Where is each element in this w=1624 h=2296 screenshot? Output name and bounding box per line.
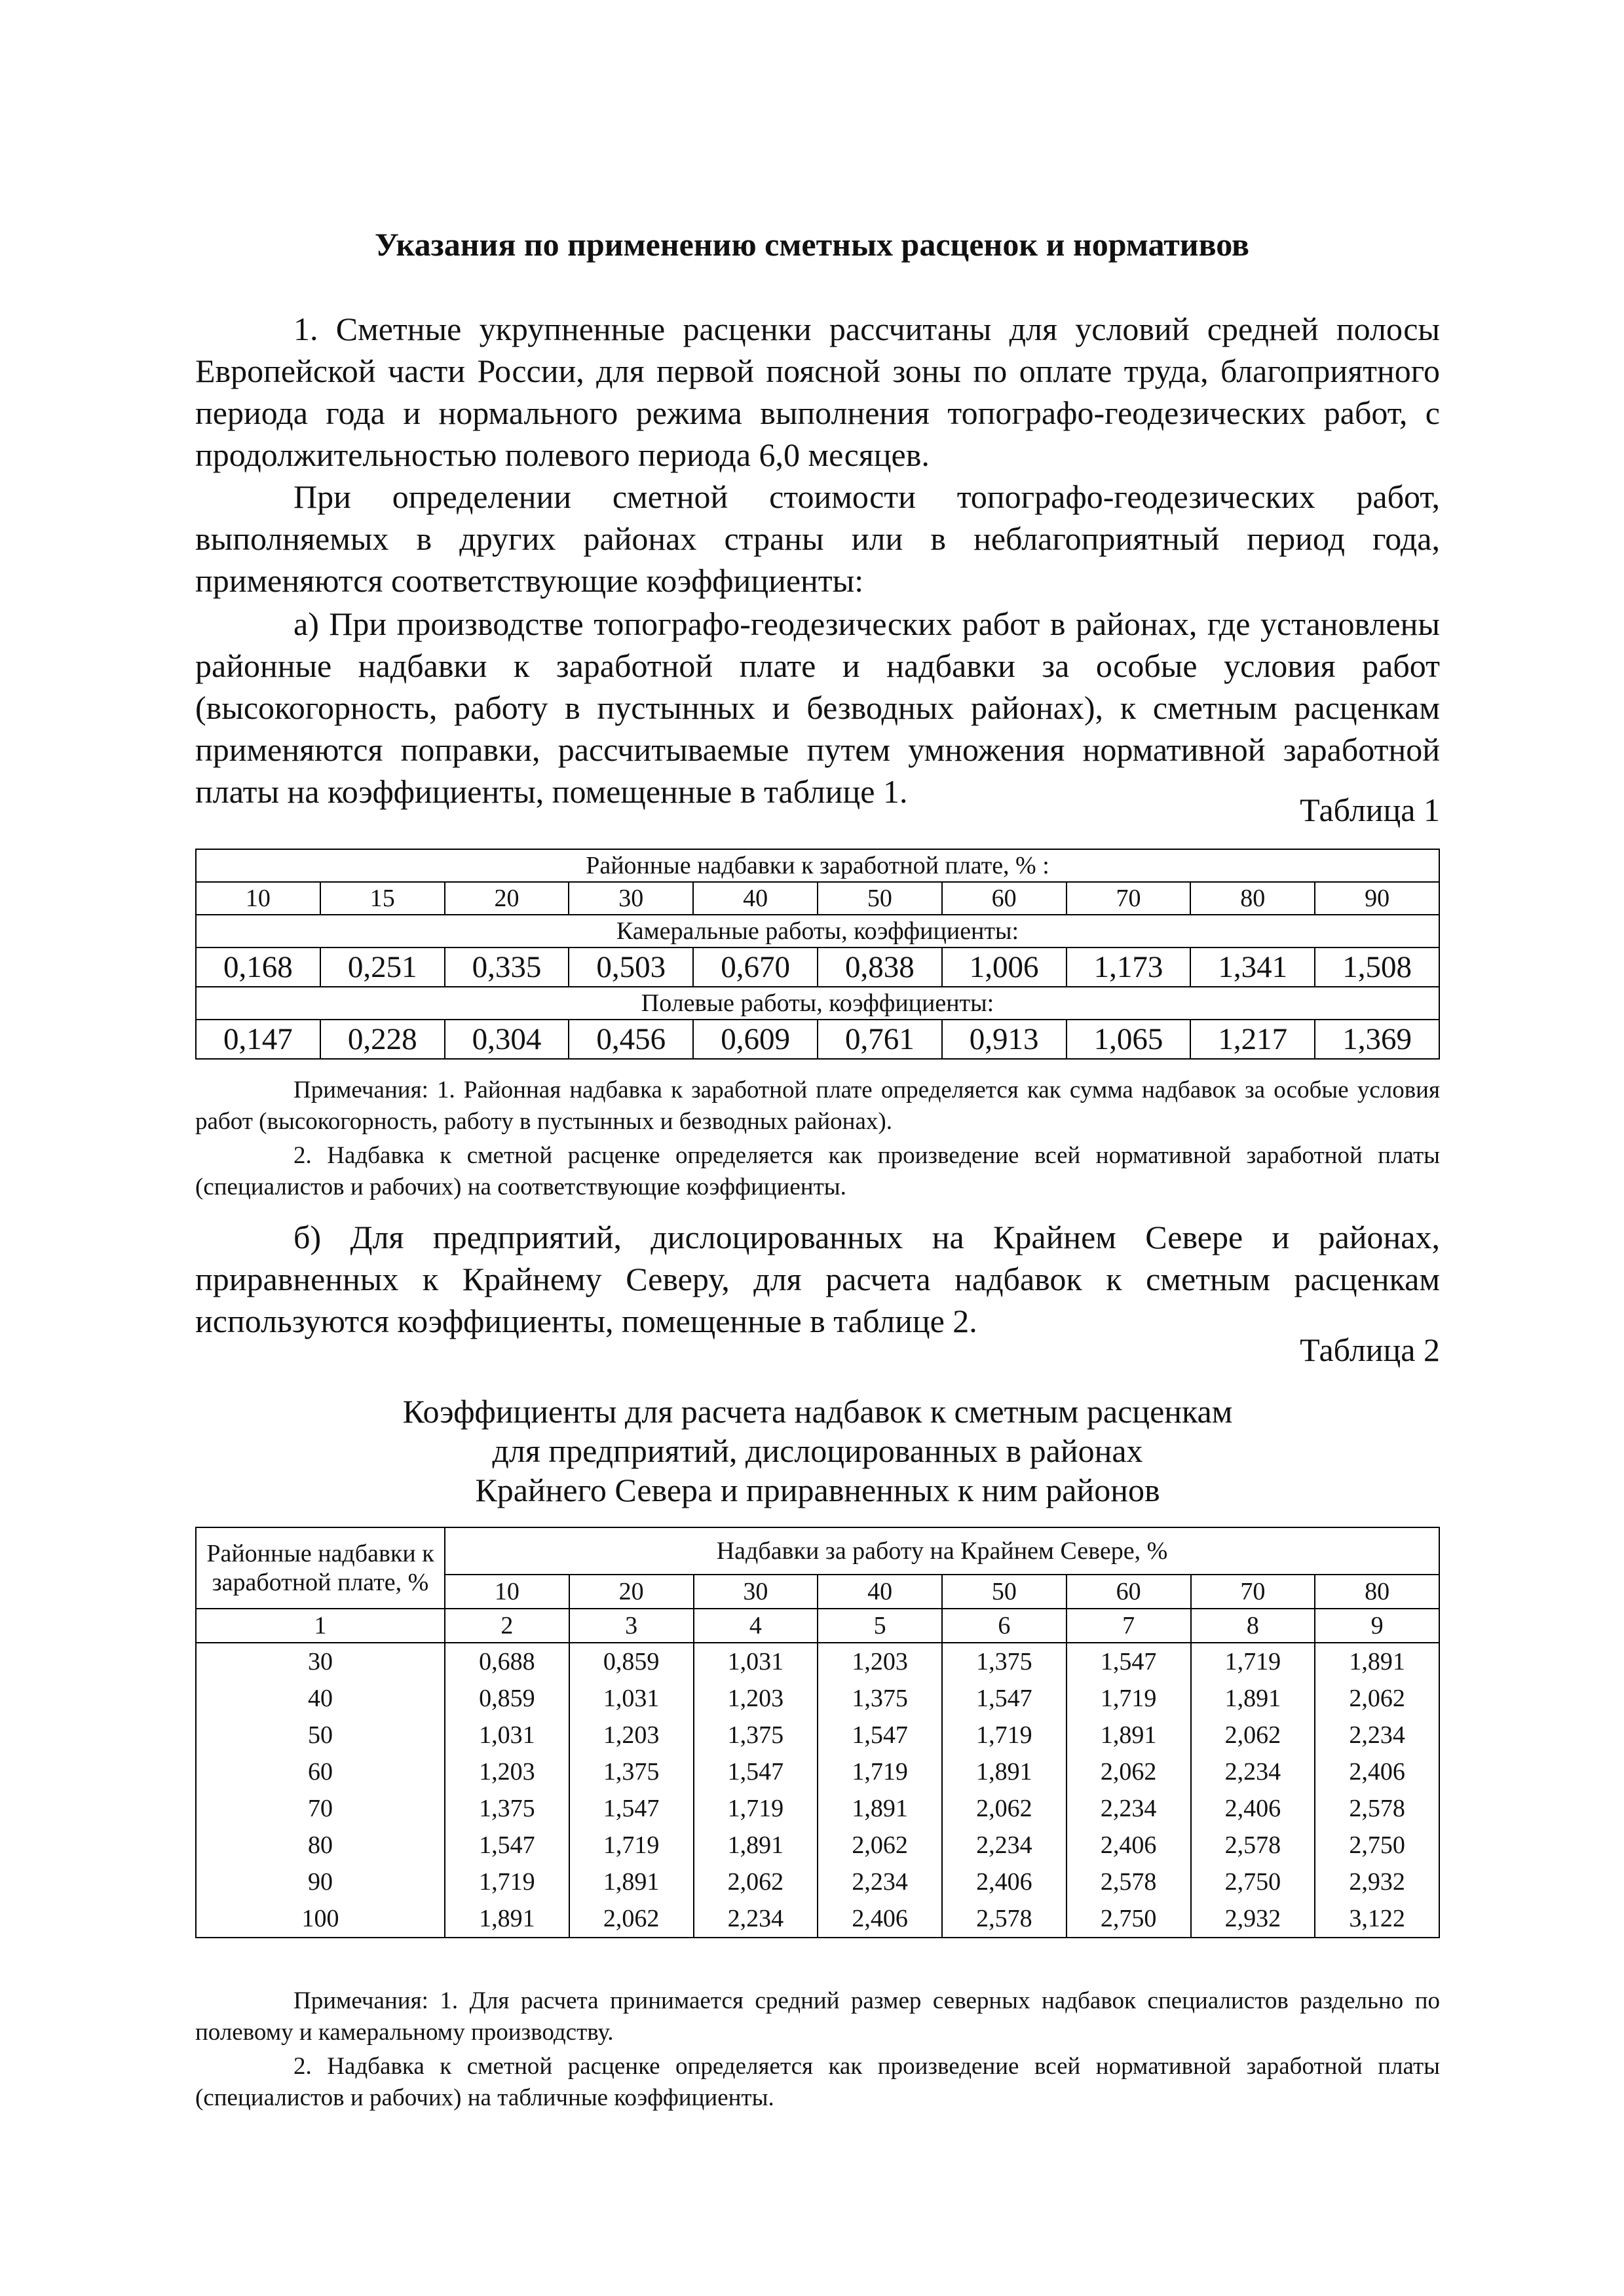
table-row — [196, 1900, 1439, 1938]
table2-value-cell: 1,891 — [569, 1864, 694, 1900]
table2-value-cell: 2,234 — [1191, 1753, 1315, 1790]
table2-row-label-cell: 40 — [196, 1680, 445, 1717]
table2-value-cell: 1,719 — [942, 1717, 1067, 1753]
table1-note-2: 2. Надбавка к сметной расценке определяется как произведение всей нормативной заработной платы (специалистов и рабочих) на соответствующие коэффициенты. — [195, 1142, 1440, 1200]
table2-value-cell: 2,932 — [1315, 1864, 1439, 1900]
table2-value-cell: 1,203 — [818, 1643, 942, 1680]
table2-value-cell: 1,375 — [942, 1643, 1067, 1680]
table2-value-cell: 1,891 — [1315, 1643, 1439, 1680]
table-row — [196, 1717, 1439, 1753]
table2-value-cell: 3,122 — [1315, 1900, 1439, 1938]
table1-field-cell: 0,761 — [818, 1020, 942, 1059]
table1-kameral-cell: 0,251 — [320, 947, 445, 987]
table1-kameral-header: Камеральные работы, коэффициенты: — [196, 915, 1439, 947]
table2-row-label-cell: 60 — [196, 1753, 445, 1790]
table2-column-number-cell: 5 — [818, 1609, 942, 1643]
table2-value-cell: 0,859 — [569, 1643, 694, 1680]
table2-value-cell: 2,578 — [1191, 1827, 1315, 1864]
table1-field-cell: 1,217 — [1190, 1020, 1315, 1059]
table2-value-cell: 1,891 — [942, 1753, 1067, 1790]
table2-value-cell: 1,719 — [445, 1864, 569, 1900]
table2-row-header: Районные надбавки к заработной плате, % — [196, 1527, 445, 1609]
paragraph-a: а) При производстве топографо-геодезических работ в районах, где установлены районные надбавки к заработной плате и надбавки за особые условия работ (высокогорность, работу в пустынных и безводных районах), к сметным расценкам применяются поправки, рассчитываемые путем умножения нормативной заработной платы на коэффициенты, помещенные в таблице 1. — [195, 605, 1440, 810]
table2-value-cell: 2,750 — [1315, 1827, 1439, 1864]
table2-value-cell: 2,406 — [818, 1900, 942, 1938]
table1-field-cell: 0,304 — [445, 1020, 569, 1059]
table2-row-label-cell: 50 — [196, 1717, 445, 1753]
table2-col-group-header: Надбавки за работу на Крайнем Севере, % — [445, 1527, 1439, 1575]
table2-column-number-cell: 9 — [1315, 1609, 1439, 1643]
table2-row-label-cell: 30 — [196, 1643, 445, 1680]
table2-value-cell: 1,891 — [694, 1827, 818, 1864]
table1-percent-cell: 80 — [1190, 882, 1315, 915]
table2-value-cell: 1,031 — [445, 1717, 569, 1753]
table2-row-label-cell: 80 — [196, 1827, 445, 1864]
table2-value-cell: 2,234 — [1315, 1717, 1439, 1753]
table1-percent-cell: 20 — [445, 882, 569, 915]
table2-percent-cell: 50 — [942, 1575, 1067, 1609]
table2-value-cell: 2,062 — [1191, 1717, 1315, 1753]
table1-field-cell: 1,065 — [1067, 1020, 1191, 1059]
table-row — [196, 1753, 1439, 1790]
table2-row-label-cell: 100 — [196, 1900, 445, 1938]
table1-kameral-cell: 1,006 — [942, 947, 1067, 987]
table2-value-cell: 2,578 — [942, 1900, 1067, 1938]
table2-row-label-cell: 70 — [196, 1790, 445, 1827]
table2-value-cell: 1,547 — [569, 1790, 694, 1827]
table-row — [196, 1790, 1439, 1827]
table1-percent-cell: 60 — [942, 882, 1067, 915]
table2-percent-cell: 60 — [1067, 1575, 1191, 1609]
table1-field-cell: 0,609 — [693, 1020, 818, 1059]
table2-value-cell: 2,578 — [1315, 1790, 1439, 1827]
table1-percent-cell: 70 — [1067, 882, 1191, 915]
table2-column-numbers — [196, 1609, 1439, 1643]
table2-note-1: Примечания: 1. Для расчета принимается средний размер северных надбавок специалистов раздельно по полевому и камеральному производству. — [195, 1987, 1440, 2046]
table2-value-cell: 1,375 — [694, 1717, 818, 1753]
table1-percent-cell: 90 — [1315, 882, 1439, 915]
table2-value-cell: 1,375 — [569, 1753, 694, 1790]
table1-kameral-cell: 1,173 — [1067, 947, 1191, 987]
table2-value-cell: 1,719 — [694, 1790, 818, 1827]
table2-value-cell: 1,547 — [694, 1753, 818, 1790]
table2-value-cell: 2,932 — [1191, 1900, 1315, 1938]
table2-value-cell: 1,031 — [694, 1643, 818, 1680]
table2-value-cell: 1,547 — [942, 1680, 1067, 1717]
table2-column-number-cell: 8 — [1191, 1609, 1315, 1643]
table1-kameral-cell: 0,670 — [693, 947, 818, 987]
table2-value-cell: 1,031 — [569, 1680, 694, 1717]
table2-value-cell: 1,375 — [445, 1790, 569, 1827]
table2-value-cell: 2,234 — [942, 1827, 1067, 1864]
table-row — [196, 1827, 1439, 1864]
table2-value-cell: 2,062 — [942, 1790, 1067, 1827]
table2-title-line-2: для предприятий, дислоцированных в районах — [492, 1432, 1143, 1469]
table2-value-cell: 2,062 — [1315, 1680, 1439, 1717]
table2-value-cell: 2,406 — [942, 1864, 1067, 1900]
table1-percent-cell: 10 — [196, 882, 320, 915]
table-2 — [195, 1527, 1440, 1938]
table2-value-cell: 2,062 — [1067, 1753, 1191, 1790]
table2-value-cell: 1,719 — [569, 1827, 694, 1864]
table1-field-cell: 0,147 — [196, 1020, 320, 1059]
table2-value-cell: 1,547 — [818, 1717, 942, 1753]
table1-field-row — [196, 1020, 1439, 1059]
table2-percent-cell: 30 — [694, 1575, 818, 1609]
table2-title-line-3: Крайнего Севера и приравненных к ним районов — [475, 1472, 1160, 1508]
table1-percent-cell: 40 — [693, 882, 818, 915]
table2-percent-cell: 70 — [1191, 1575, 1315, 1609]
table1-kameral-cell: 0,503 — [569, 947, 693, 987]
table2-value-cell: 2,062 — [569, 1900, 694, 1938]
table2-value-cell: 2,750 — [1191, 1864, 1315, 1900]
table2-label: Таблица 2 — [1300, 1331, 1440, 1368]
table2-value-cell: 1,891 — [1067, 1717, 1191, 1753]
table1-percent-row — [196, 882, 1439, 915]
table1-note-1: Примечания: 1. Районная надбавка к заработной плате определяется как сумма надбавок за особые условия работ (высокогорность, работу в пустынных и безводных районах). — [195, 1077, 1440, 1135]
table2-value-cell: 1,891 — [445, 1900, 569, 1938]
table2-value-cell: 1,203 — [569, 1717, 694, 1753]
paragraph-1: 1. Сметные укрупненные расценки рассчитаны для условий средней полосы Европейской части России, для первой поясной зоны по оплате труда, благоприятного периода года и нормального режима выполнения топографо-геодезических работ, с продолжительностью полевого периода 6,0 месяцев. — [195, 311, 1440, 473]
table2-value-cell: 1,719 — [1067, 1680, 1191, 1717]
table2-value-cell: 1,547 — [1067, 1643, 1191, 1680]
table1-kameral-cell: 0,838 — [818, 947, 942, 987]
table2-value-cell: 2,406 — [1067, 1827, 1191, 1864]
table-row — [196, 1643, 1439, 1680]
table2-value-cell: 2,234 — [1067, 1790, 1191, 1827]
paragraph-b: б) Для предприятий, дислоцированных на Крайнем Севере и районах, приравненных к Крайнему Северу, для расчета надбавок к сметным расценкам используются коэффициенты, помещенные в таблице 2. — [195, 1219, 1440, 1339]
table1-percent-cell: 30 — [569, 882, 693, 915]
table2-value-cell: 2,062 — [818, 1827, 942, 1864]
table2-percent-cell: 80 — [1315, 1575, 1439, 1609]
table2-value-cell: 1,203 — [445, 1753, 569, 1790]
table2-value-cell: 2,578 — [1067, 1864, 1191, 1900]
table2-value-cell: 1,891 — [1191, 1680, 1315, 1717]
table2-title-line-1: Коэффициенты для расчета надбавок к сметным расценкам — [402, 1393, 1233, 1430]
table1-percent-cell: 15 — [320, 882, 445, 915]
table2-row-label-cell: 90 — [196, 1864, 445, 1900]
table2-value-cell: 2,062 — [694, 1864, 818, 1900]
table2-value-cell: 2,406 — [1191, 1790, 1315, 1827]
table1-kameral-cell: 0,168 — [196, 947, 320, 987]
table1-kameral-cell: 0,335 — [445, 947, 569, 987]
table2-value-cell: 2,234 — [694, 1900, 818, 1938]
table2-body — [196, 1643, 1439, 1938]
table1-field-cell: 1,369 — [1315, 1020, 1439, 1059]
table2-value-cell: 0,859 — [445, 1680, 569, 1717]
table2-column-number-cell: 6 — [942, 1609, 1067, 1643]
table2-value-cell: 2,234 — [818, 1864, 942, 1900]
table2-percent-cell: 10 — [445, 1575, 569, 1609]
table2-value-cell: 1,891 — [818, 1790, 942, 1827]
document-heading: Указания по применению сметных расценок и нормативов — [374, 226, 1250, 263]
table-1 — [195, 849, 1440, 1060]
table2-column-number-cell: 1 — [196, 1609, 445, 1643]
paragraph-2: При определении сметной стоимости топографо-геодезических работ, выполняемых в других районах страны или в неблагоприятный период года, применяются соответствующие коэффициенты: — [195, 478, 1440, 599]
table2-column-number-cell: 2 — [445, 1609, 569, 1643]
table1-label: Таблица 1 — [1300, 792, 1440, 828]
table2-value-cell: 1,719 — [818, 1753, 942, 1790]
table2-column-number-cell: 3 — [569, 1609, 694, 1643]
table2-column-number-cell: 7 — [1067, 1609, 1191, 1643]
table2-note-2: 2. Надбавка к сметной расценке определяется как произведение всей нормативной заработной платы (специалистов и рабочих) на табличные коэффициенты. — [195, 2053, 1440, 2111]
table1-kameral-row — [196, 947, 1439, 987]
table2-value-cell: 1,547 — [445, 1827, 569, 1864]
table2-value-cell: 0,688 — [445, 1643, 569, 1680]
table2-value-cell: 1,375 — [818, 1680, 942, 1717]
table2-percent-cell: 20 — [569, 1575, 694, 1609]
table1-field-cell: 0,913 — [942, 1020, 1067, 1059]
table1-kameral-cell: 1,508 — [1315, 947, 1439, 987]
table2-value-cell: 2,406 — [1315, 1753, 1439, 1790]
table2-column-number-cell: 4 — [694, 1609, 818, 1643]
table2-value-cell: 1,203 — [694, 1680, 818, 1717]
table1-kameral-cell: 1,341 — [1190, 947, 1315, 987]
table-row — [196, 1680, 1439, 1717]
table2-value-cell: 1,719 — [1191, 1643, 1315, 1680]
table1-percent-cell: 50 — [818, 882, 942, 915]
table-row — [196, 1864, 1439, 1900]
table1-header: Районные надбавки к заработной плате, % : — [196, 849, 1439, 882]
table1-field-cell: 0,456 — [569, 1020, 693, 1059]
table1-field-cell: 0,228 — [320, 1020, 445, 1059]
table2-percent-cell: 40 — [818, 1575, 942, 1609]
table2-value-cell: 2,750 — [1067, 1900, 1191, 1938]
table1-field-header: Полевые работы, коэффициенты: — [196, 987, 1439, 1020]
